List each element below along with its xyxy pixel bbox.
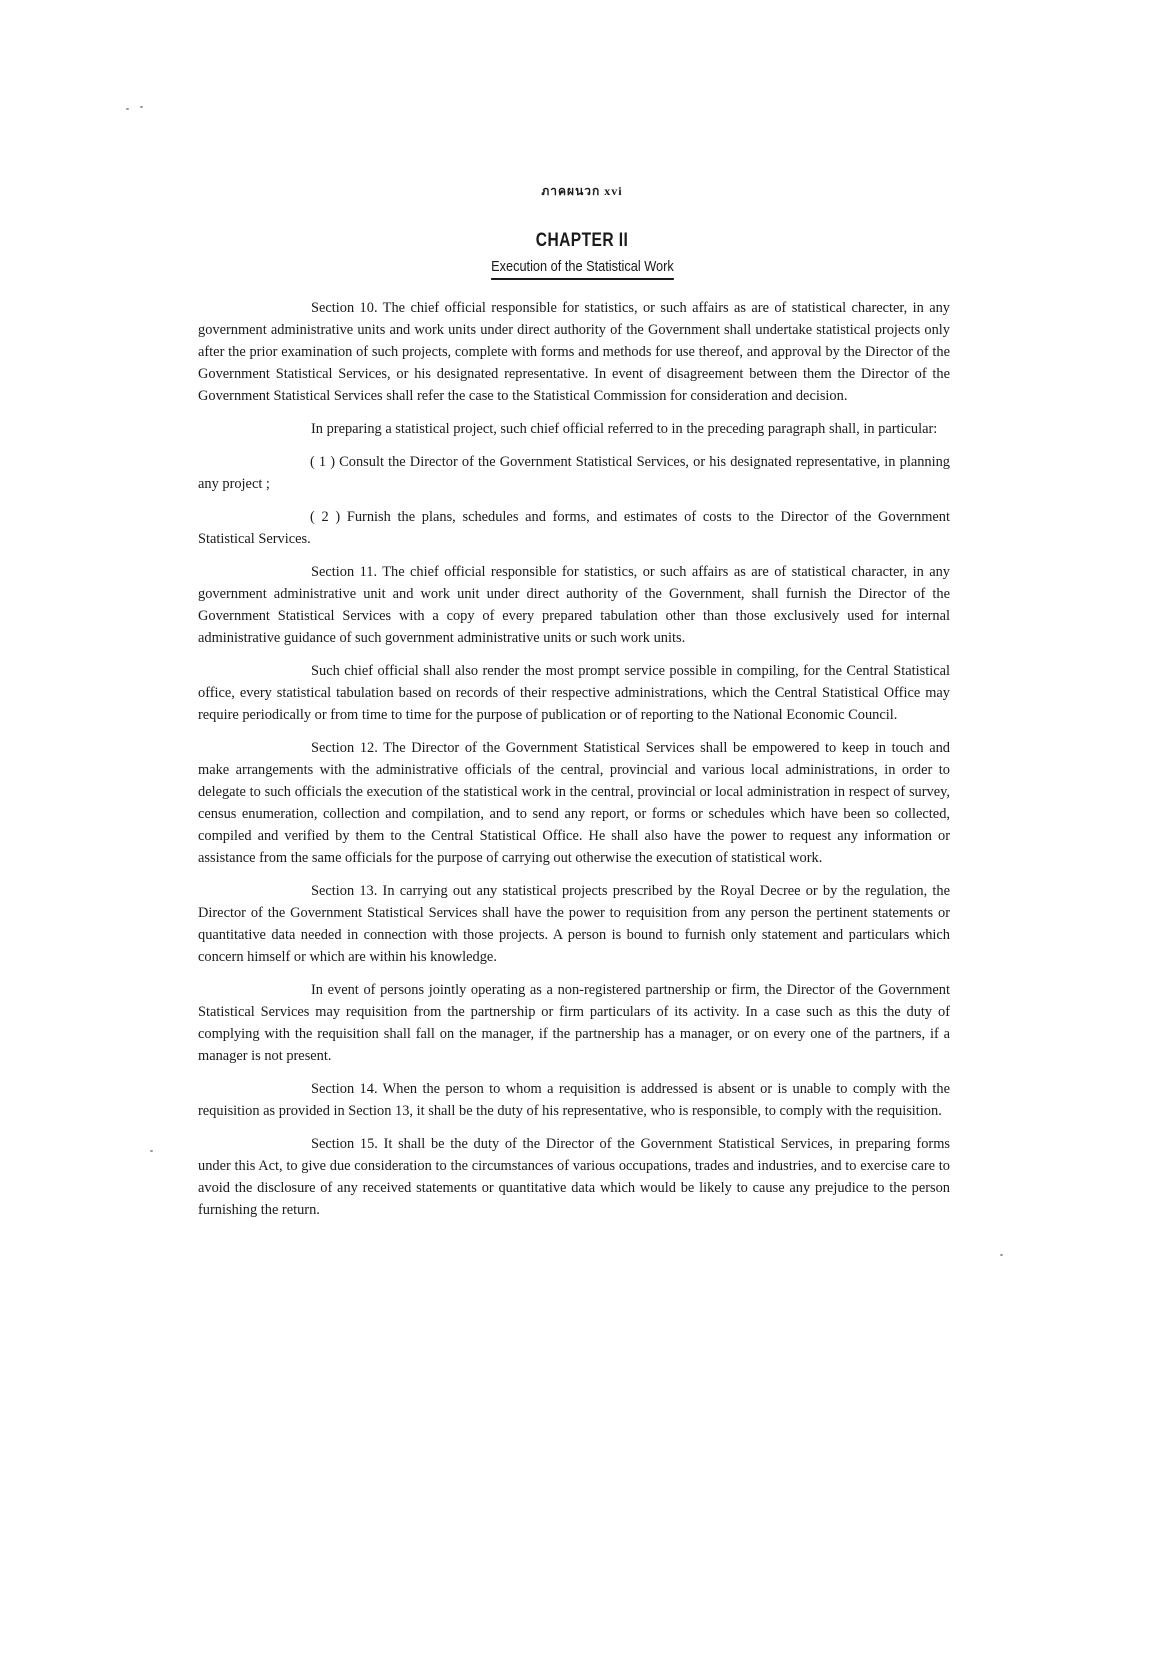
page-label: ภาคผนวก xvi [541,184,623,198]
paragraph-section-14: Section 14. When the person to whom a requisition is addressed is absent or is unable to comply with the requisition as provided in Section 13, it shall be the duty of his representative, who is responsible, to comply with the requisition. [198,1081,950,1119]
chapter-subtitle [0,258,1164,280]
document-body [198,297,950,1232]
paragraph-section-10: Section 10. The chief official responsible for statistics, or such affairs as are of statistical charecter, in any government administrative units and work units under direct authority of the Government shall undertake statistical projects only after the prior examination of such projects, complete with forms and methods for use thereof, and approval by the Director of the Government Statistical Services, or his designated representative. In event of disagreement between them the Director of the Government Statistical Services shall refer the case to the Statistical Commission for consideration and decision. [198,300,950,404]
scan-speck [140,106,143,108]
scan-speck [126,108,129,110]
paragraph-preparing-project: In preparing a statistical project, such chief official referred to in the preceding paragraph shall, in particular: [311,421,938,437]
paragraph-item-1: ( 1 ) Consult the Director of the Government Statistical Services, or his designated representative, in planning any project ; [198,454,950,492]
chapter-subtitle-text: Execution of the Statistical Work [491,258,674,280]
paragraph-section-15: Section 15. It shall be the duty of the Director of the Government Statistical Services, in preparing forms under this Act, to give due consideration to the circumstances of various occupations, trades and industries, and to exercise care to avoid the disclosure of any received statements or quantitative data which would be likely to cause any prejudice to the person furnishing the return. [198,1136,950,1218]
chapter-title: CHAPTER II [535,230,629,251]
paragraph-item-2: ( 2 ) Furnish the plans, schedules and forms, and estimates of costs to the Director of the Government Statistical Services. [198,509,950,547]
scan-speck [1000,1254,1003,1256]
paragraph-section-13-partnership: In event of persons jointly operating as a non-registered partnership or firm, the Director of the Government Statistical Services may requisition from the partnership or firm particulars of its activity. In a case such as this the duty of complying with the requisition shall fall on the manager, if the partnership has a manager, or on every one of the partners, if a manager is not present. [198,982,950,1064]
paragraph-section-11: Section 11. The chief official responsible for statistics, or such affairs as are of statistical character, in any government administrative unit and work unit under direct authority of the Government, shall furnish the Director of the Government Statistical Services with a copy of every prepared tabulation other than those exclusively used for internal administrative guidance of such government administrative units or such work units. [198,564,950,646]
paragraph-section-13: Section 13. In carrying out any statistical projects prescribed by the Royal Decree or by the regulation, the Director of the Government Statistical Services shall have the power to requisition from any person the pertinent statements or quantitative data needed in connection with those projects. A person is bound to furnish only statement and particulars which concern himself or which are within his knowledge. [198,883,950,965]
paragraph-section-11-compiling: Such chief official shall also render the most prompt service possible in compiling, for the Central Statistical office, every statistical tabulation based on records of their respective administrations, which the Central Statistical Office may require periodically or from time to time for the purpose of publication or of reporting to the National Economic Council. [198,663,950,723]
scan-speck [150,1150,153,1152]
paragraph-section-12: Section 12. The Director of the Government Statistical Services shall be empowered to keep in touch and make arrangements with the administrative officials of the central, provincial and various local administrations, in order to delegate to such officials the execution of the statistical work in the central, provincial or local administration in respect of survey, census enumeration, collection and compilation, and to send any report, or forms or schedules which have been so collected, compiled and verified by them to the Central Statistical Office. He shall also have the power to request any information or assistance from the same officials for the purpose of carrying out otherwise the execution of statistical work. [198,740,950,866]
